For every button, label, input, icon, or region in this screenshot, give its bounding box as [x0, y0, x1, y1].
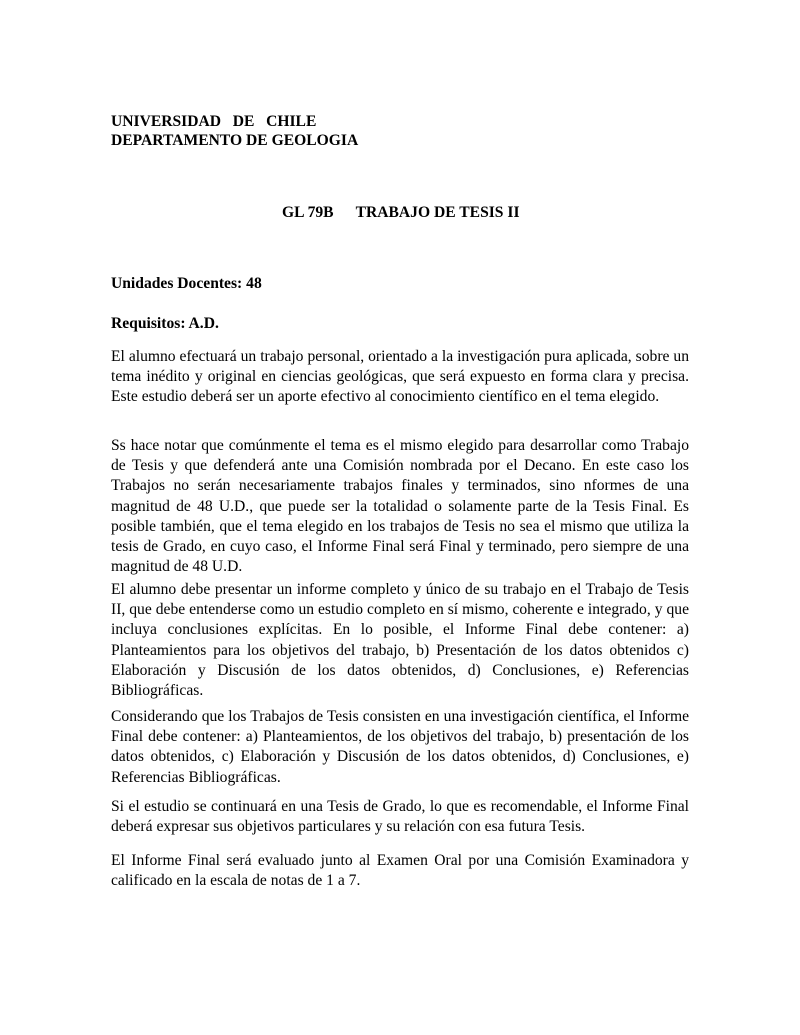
paragraph-continuation: Si el estudio se continuará en una Tesis de Grado, lo que es recomendable, el Informe Final deberá expresar sus objetivos particulares y su relación con esa futura Tesis. — [111, 798, 689, 836]
course-title: TRABAJO DE TESIS II — [355, 204, 520, 221]
university-name: UNIVERSIDAD DE CHILE — [111, 113, 317, 130]
paragraph-evaluation: El Informe Final será evaluado junto al Examen Oral por una Comisión Examinadora y calificado en la escala de notas de 1 a 7. — [111, 852, 689, 890]
teaching-units: Unidades Docentes: 48 — [111, 275, 262, 292]
department-name: DEPARTAMENTO DE GEOLOGIA — [111, 132, 359, 149]
course-code: GL 79B — [282, 204, 334, 221]
requirements: Requisitos: A.D. — [111, 315, 219, 332]
course-heading — [282, 203, 520, 222]
paragraph-objective: El alumno efectuará un trabajo personal, orientado a la investigación pura aplicada, sobre un tema inédito y original en ciencias geológicas, que será expuesto en forma clara y precisa. Este estudio deberá ser un aporte efectivo al conocimiento científico en el tema elegido. — [111, 348, 689, 406]
paragraph-thesis-topic: Ss hace notar que comúnmente el tema es el mismo elegido para desarrollar como Trabajo de Tesis y que defenderá ante una Comisión nombrada por el Decano. En este caso los Trabajos no serán necesariamente trabajos finales y terminados, sino nformes de una magnitud de 48 U.D., que puede ser la totalidad o solamente parte de la Tesis Final. Es posible también, que el tema elegido en los trabajos de Tesis no sea el mismo que utiliza la tesis de Grado, en cuyo caso, el Informe Final será Final y terminado, pero siempre de una magnitud de 48 U.D. — [111, 437, 689, 576]
paragraph-final-report: Considerando que los Trabajos de Tesis consisten en una investigación científica, el Informe Final debe contener: a) Planteamientos, de los objetivos del trabajo, b) presentación de los datos obtenidos, c) Elaboración y Discusión de los datos obtenidos, d) Conclusiones, e) Referencias Bibliográficas. — [111, 708, 689, 786]
document-header — [111, 112, 358, 150]
paragraph-report-content: El alumno debe presentar un informe completo y único de su trabajo en el Trabajo de Tesis II, que debe entenderse como un estudio completo en sí mismo, coherente e integrado, y que incluya conclusiones explícitas. En lo posible, el Informe Final debe contener: a) Planteamientos para los objetivos del trabajo, b) Presentación de los datos obtenidos c) Elaboración y Discusión de los datos obtenidos, d) Conclusiones, e) Referencias Bibliográficas. — [111, 581, 689, 700]
